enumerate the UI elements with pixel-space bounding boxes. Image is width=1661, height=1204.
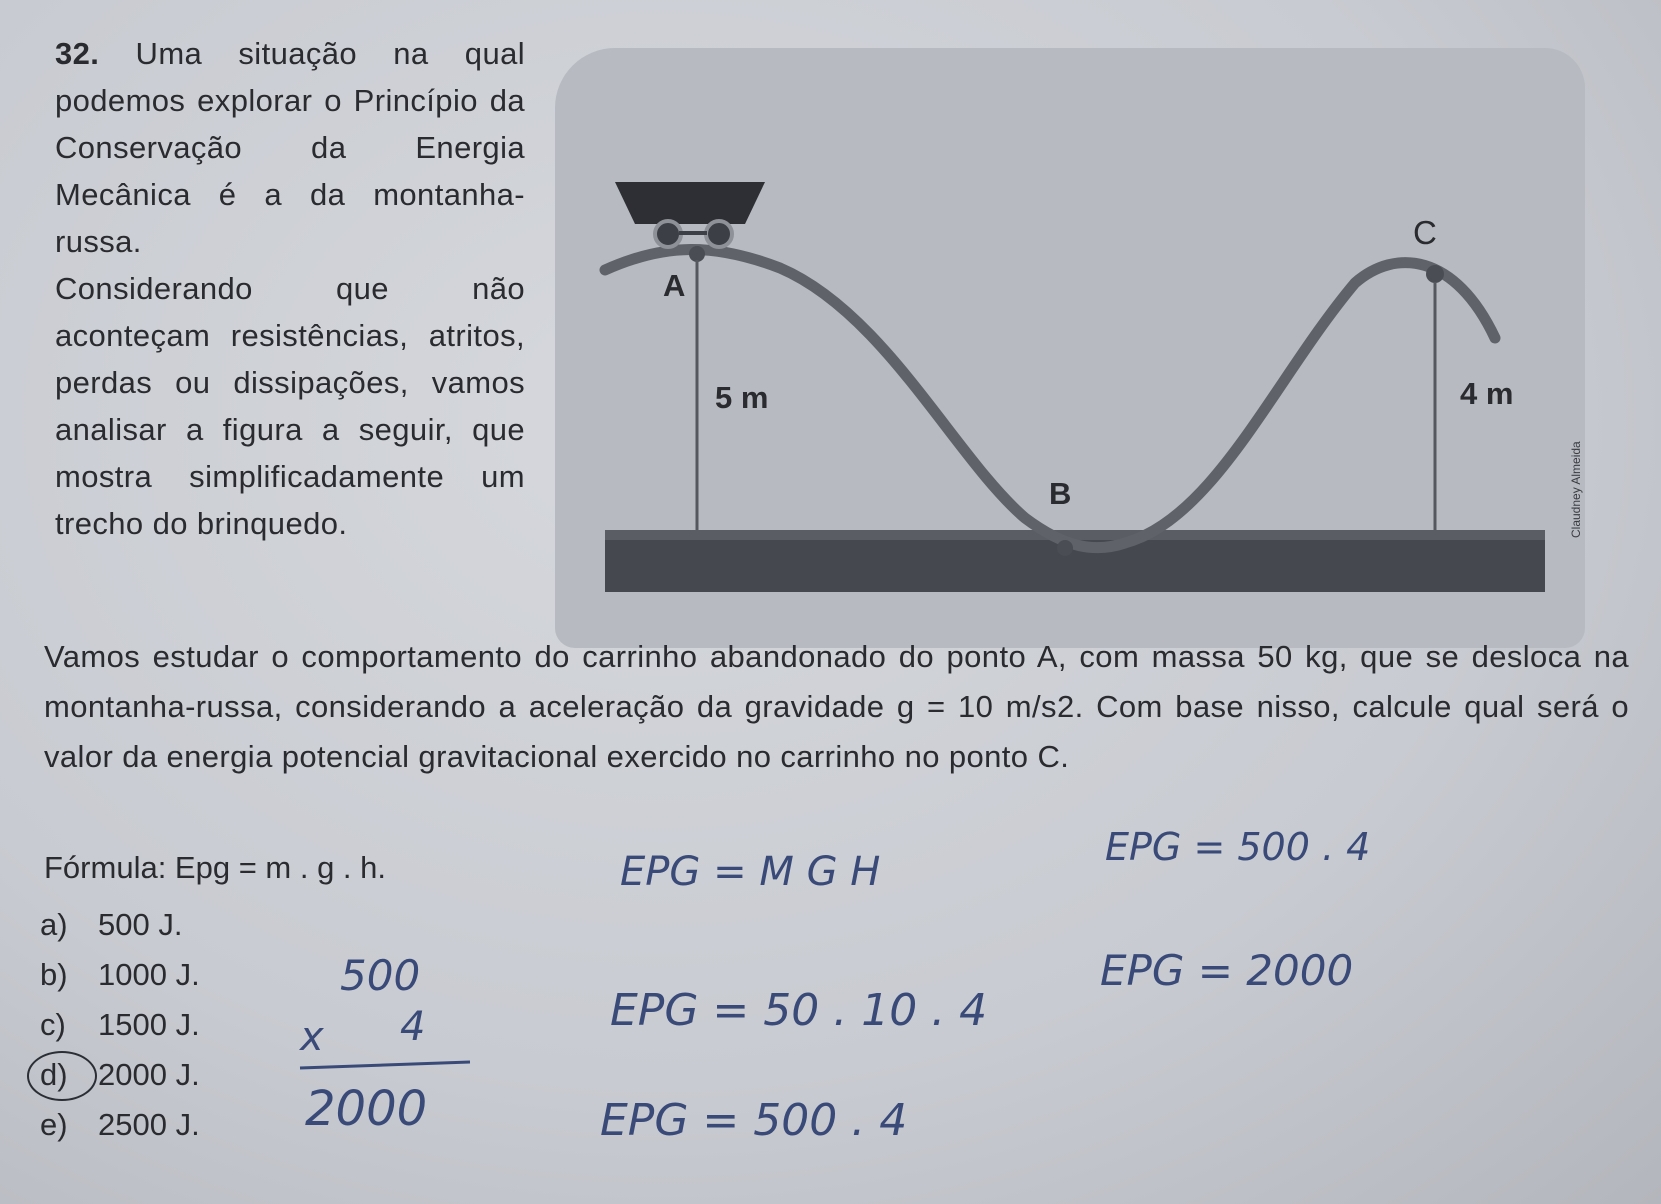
figure-credit: Claudney Almeida — [1569, 441, 1583, 538]
label-b: B — [1049, 476, 1072, 511]
option-text: 1500 J. — [98, 1007, 200, 1042]
formula-line: Fórmula: Epg = m . g . h. — [44, 850, 386, 885]
height-a-label: 5 m — [715, 380, 769, 415]
label-c: C — [1413, 214, 1437, 251]
option-letter: b) — [40, 957, 68, 992]
option-letter: a) — [40, 907, 68, 942]
handwriting-mult-result: 2000 — [305, 1081, 428, 1137]
option-text: 1000 J. — [98, 957, 200, 992]
intro-text-1: Uma situação na qual podemos explorar o Princípio da Conservação da Energia Mecânica é a da montanha-russa. — [55, 36, 526, 259]
handwriting-mult-sign: x — [300, 1014, 324, 1060]
handwriting-mult-bottom: 4 — [400, 1004, 426, 1050]
option-text: 2000 J. — [98, 1057, 200, 1092]
height-c-label: 4 m — [1460, 376, 1514, 411]
handwriting-side1: EPG = 500 . 4 — [1105, 825, 1371, 869]
option-letter: e) — [40, 1107, 68, 1142]
intro-paragraph-2: Considerando que não aconteçam resistências, atritos, perdas ou dissipações, vamos analisar a figura a seguir, que mostra simplificadamente um trecho do brinquedo. — [55, 271, 525, 541]
option-text: 500 J. — [98, 907, 183, 942]
label-a: A — [663, 268, 686, 303]
question-statement: Vamos estudar o comportamento do carrinho abandonado do ponto A, com massa 50 kg, que se desloca na montanha-russa, considerando a aceleração da gravidade g = 10 m/s2. Com base nisso, calcule qual será o valor da energia potencial gravitacional exercido no carrinho no ponto C. — [44, 639, 1629, 774]
handwriting-step2: EPG = 50 . 10 . 4 — [610, 985, 988, 1036]
option-text: 2500 J. — [98, 1107, 200, 1142]
multiplication-line — [300, 1062, 470, 1068]
handwriting-step3: EPG = 500 . 4 — [600, 1095, 908, 1146]
question-number: 32. — [55, 36, 100, 71]
handwriting-mult-top: 500 — [340, 951, 421, 1000]
option-letter: c) — [40, 1007, 66, 1042]
handwriting-side2: EPG = 2000 — [1100, 946, 1354, 995]
handwriting-step1: EPG = M G H — [620, 849, 881, 895]
option-letter: d) — [40, 1057, 68, 1092]
